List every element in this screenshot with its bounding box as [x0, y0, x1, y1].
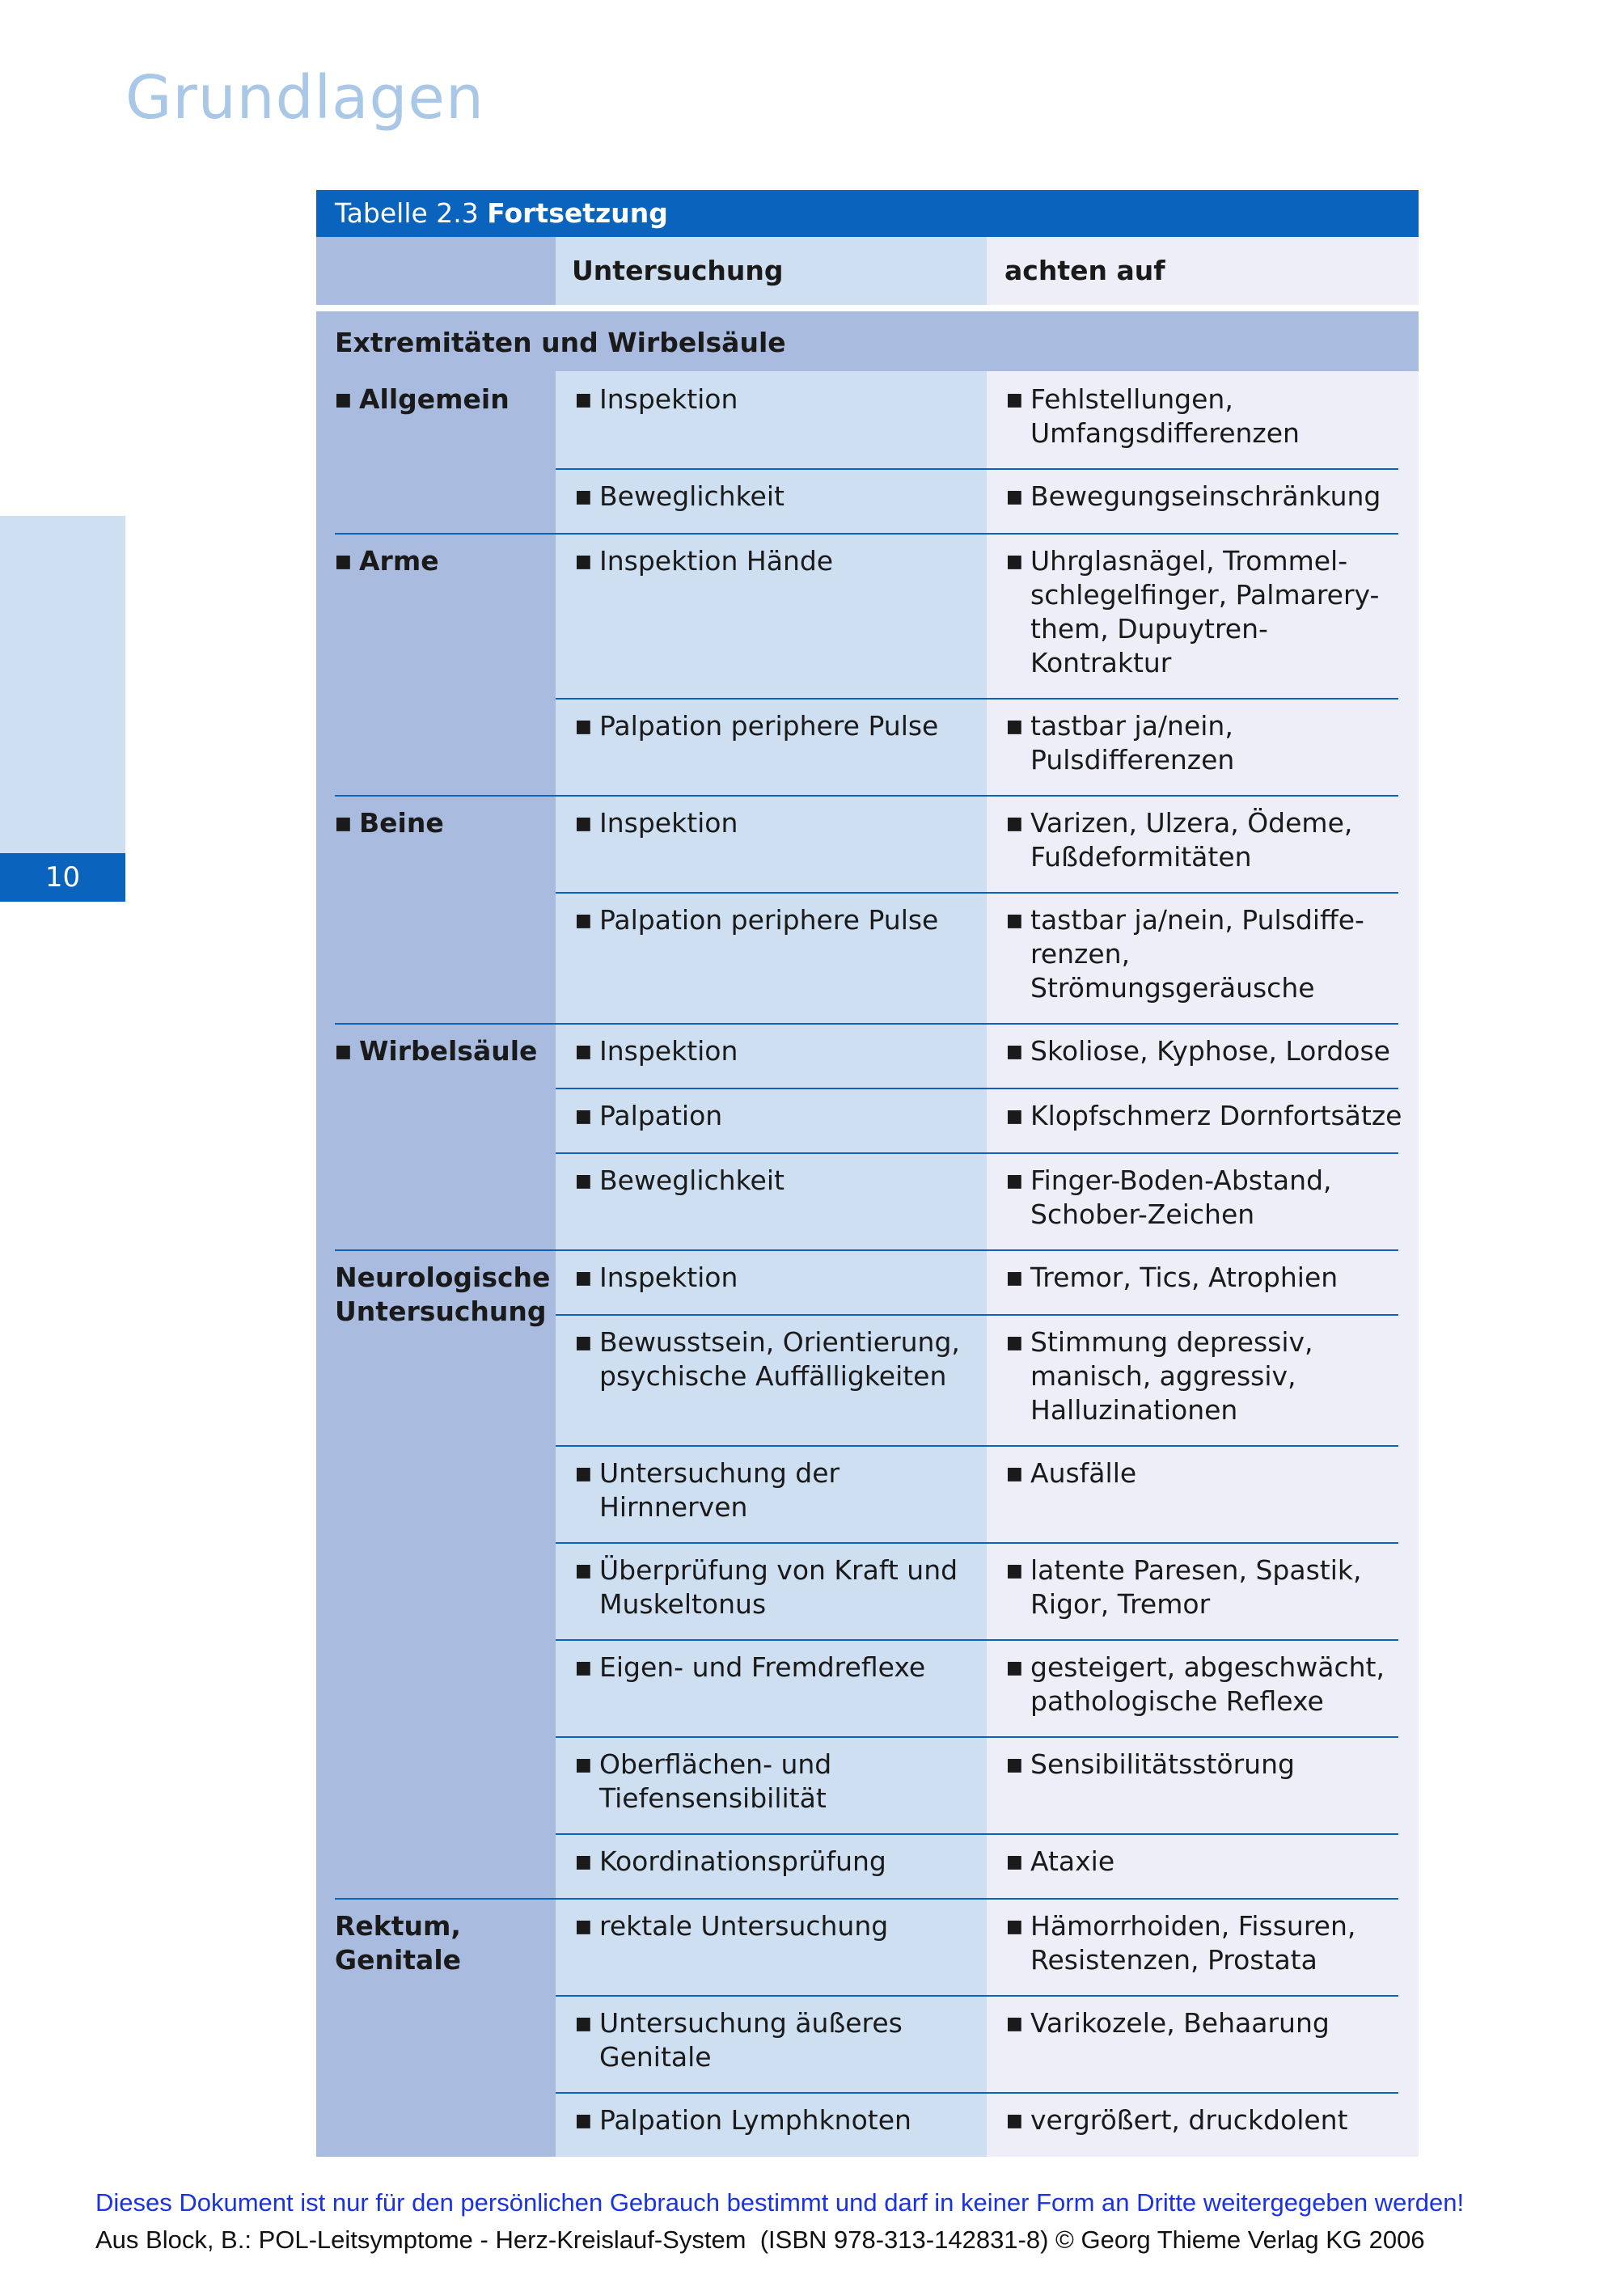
untersuchung-item-text: Koordinationsprüfung — [599, 1845, 886, 1877]
group-rows — [556, 1249, 1419, 1898]
table-row — [556, 1445, 1419, 1542]
untersuchung-item — [575, 1325, 979, 1393]
table-row — [556, 1314, 1419, 1445]
achten-auf-item-text: Fehlstellungen, Umfangsdifferenzen — [1030, 383, 1300, 449]
group-label-bullet — [335, 806, 548, 842]
group-label-text: Rektum, Genitale — [335, 1910, 462, 1976]
bullet-icon: ■ — [1006, 716, 1023, 737]
untersuchung-item-text: Inspektion — [599, 383, 738, 415]
group-label-text: Allgemein — [359, 383, 510, 415]
achten-auf-cell — [987, 1542, 1419, 1639]
untersuchung-item-text: Inspektion — [599, 807, 738, 839]
bullet-icon: ■ — [575, 2111, 592, 2131]
group-label-text: Wirbelsäule — [359, 1035, 538, 1067]
untersuchung-item — [575, 1456, 979, 1524]
untersuchung-cell — [556, 1898, 987, 1995]
achten-auf-item — [1006, 2103, 1402, 2139]
achten-auf-item — [1006, 1456, 1402, 1492]
achten-auf-cell — [987, 2092, 1419, 2157]
achten-auf-item-text: Skoliose, Kyphose, Lordose — [1030, 1035, 1390, 1067]
bullet-icon: ■ — [1006, 911, 1023, 931]
untersuchung-cell — [556, 795, 987, 892]
untersuchung-item — [575, 544, 979, 580]
table-group — [316, 533, 1419, 795]
achten-auf-item-text: tastbar ja/nein, Pulsdifferenzen — [1030, 710, 1235, 776]
untersuchung-item — [575, 2006, 979, 2074]
group-label — [316, 371, 556, 533]
bullet-icon: ■ — [1006, 1042, 1023, 1062]
table-group — [316, 1249, 1419, 1898]
untersuchung-cell — [556, 371, 987, 468]
bullet-icon: ■ — [1006, 2014, 1023, 2034]
achten-auf-item — [1006, 903, 1402, 1005]
header-achten-auf: achten auf — [987, 237, 1419, 305]
achten-auf-cell — [987, 795, 1419, 892]
untersuchung-item — [575, 1261, 979, 1296]
untersuchung-item-text: Palpation Lymphknoten — [599, 2104, 911, 2136]
untersuchung-item — [575, 1164, 979, 1199]
achten-auf-item — [1006, 1553, 1402, 1621]
table-caption-prefix: Tabelle 2.3 — [335, 197, 479, 229]
bullet-icon: ■ — [575, 716, 592, 737]
bullet-icon: ■ — [575, 552, 592, 572]
group-rows — [556, 371, 1419, 533]
bullet-icon: ■ — [1006, 2111, 1023, 2131]
achten-auf-item-text: Klopfschmerz Dornfortsätze — [1030, 1100, 1402, 1131]
achten-auf-item — [1006, 383, 1402, 450]
untersuchung-item — [575, 1909, 979, 1945]
untersuchung-item-text: Inspektion — [599, 1262, 738, 1293]
bullet-icon: ■ — [575, 487, 592, 507]
table-body — [316, 371, 1419, 2157]
group-label-text: Beine — [359, 807, 444, 839]
table-header-row — [316, 237, 1419, 305]
achten-auf-item-text: Stimmung depressiv, manisch, aggressiv, Halluzinationen — [1030, 1326, 1313, 1426]
table-group — [316, 795, 1419, 1023]
untersuchung-cell — [556, 698, 987, 795]
table-row — [556, 698, 1419, 795]
bullet-icon: ■ — [575, 1464, 592, 1484]
achten-auf-item-text: vergrößert, druckdolent — [1030, 2104, 1348, 2136]
achten-auf-item — [1006, 709, 1402, 777]
achten-auf-item — [1006, 806, 1402, 874]
achten-auf-item-text: Ataxie — [1030, 1845, 1115, 1877]
table-group — [316, 1023, 1419, 1249]
achten-auf-item-text: Bewegungseinschränkung — [1030, 480, 1381, 512]
table-row — [556, 1249, 1419, 1314]
group-label-text: Arme — [359, 545, 439, 577]
header-untersuchung: Untersuchung — [556, 237, 987, 305]
achten-auf-item — [1006, 1034, 1402, 1070]
achten-auf-cell — [987, 371, 1419, 468]
achten-auf-item-text: gesteigert, abgeschwächt, pathologische Reflexe — [1030, 1651, 1385, 1717]
group-label — [316, 1249, 556, 1898]
bullet-icon: ■ — [575, 1106, 592, 1126]
achten-auf-item-text: tastbar ja/nein, Pulsdiffe- renzen, Strömungsgeräusche — [1030, 904, 1364, 1004]
bullet-icon: ■ — [1006, 1464, 1023, 1484]
untersuchung-cell — [556, 1542, 987, 1639]
achten-auf-cell — [987, 1445, 1419, 1542]
untersuchung-cell — [556, 1314, 987, 1445]
table-row — [556, 533, 1419, 698]
group-rows — [556, 533, 1419, 795]
header-empty-cell — [316, 237, 556, 305]
bullet-icon: ■ — [335, 390, 352, 410]
table-row — [556, 1542, 1419, 1639]
bullet-icon: ■ — [1006, 1917, 1023, 1937]
side-strip — [0, 516, 125, 853]
achten-auf-cell — [987, 1023, 1419, 1088]
bullet-icon: ■ — [1006, 1852, 1023, 1872]
untersuchung-item-text: Bewusstsein, Orientierung, psychische Auffälligkeiten — [599, 1326, 960, 1392]
table-row — [556, 2092, 1419, 2157]
untersuchung-item-text: Untersuchung der Hirnnerven — [599, 1457, 840, 1523]
untersuchung-item-text: Inspektion Hände — [599, 545, 834, 577]
bullet-icon: ■ — [575, 1658, 592, 1678]
achten-auf-item — [1006, 1909, 1402, 1977]
untersuchung-item — [575, 806, 979, 842]
untersuchung-item-text: rektale Untersuchung — [599, 1910, 889, 1942]
group-label-text: Neurologische Untersuchung — [335, 1262, 551, 1327]
bullet-icon: ■ — [1006, 1755, 1023, 1775]
bullet-icon: ■ — [575, 2014, 592, 2034]
bullet-icon: ■ — [1006, 1333, 1023, 1353]
achten-auf-item — [1006, 1164, 1402, 1232]
achten-auf-item — [1006, 544, 1402, 680]
achten-auf-item-text: Tremor, Tics, Atrophien — [1030, 1262, 1339, 1293]
untersuchung-item — [575, 1748, 979, 1815]
group-label — [316, 795, 556, 1023]
table-row — [556, 1736, 1419, 1833]
bullet-icon: ■ — [575, 1917, 592, 1937]
achten-auf-item-text: Varizen, Ulzera, Ödeme, Fußdeformitäten — [1030, 807, 1353, 873]
untersuchung-item-text: Palpation periphere Pulse — [599, 710, 939, 742]
group-label — [316, 1023, 556, 1249]
achten-auf-item — [1006, 1845, 1402, 1880]
bullet-icon: ■ — [575, 814, 592, 834]
group-label-bullet — [335, 1034, 548, 1070]
achten-auf-cell — [987, 1088, 1419, 1152]
untersuchung-item-text: Inspektion — [599, 1035, 738, 1067]
untersuchung-cell — [556, 533, 987, 698]
group-rows — [556, 1023, 1419, 1249]
group-label — [316, 1898, 556, 2157]
bullet-icon: ■ — [575, 1755, 592, 1775]
untersuchung-item — [575, 709, 979, 745]
achten-auf-item-text: Finger-Boden-Abstand, Schober-Zeichen — [1030, 1165, 1332, 1230]
achten-auf-item-text: latente Paresen, Spastik, Rigor, Tremor — [1030, 1554, 1362, 1620]
untersuchung-cell — [556, 1736, 987, 1833]
table-row — [556, 371, 1419, 468]
achten-auf-cell — [987, 1639, 1419, 1736]
bullet-icon: ■ — [575, 1852, 592, 1872]
untersuchung-cell — [556, 1023, 987, 1088]
achten-auf-cell — [987, 1833, 1419, 1898]
group-rows — [556, 795, 1419, 1023]
footer-notice: Dieses Dokument ist nur für den persönlichen Gebrauch bestimmt und darf in keiner Form an Dritte weitergegeben werden! — [95, 2188, 1465, 2217]
footer-source: Aus Block, B.: POL-Leitsymptome - Herz-Kreislauf-System (ISBN 978-313-142831-8) © Georg Thieme Verlag KG 2006 — [95, 2225, 1425, 2254]
untersuchung-item — [575, 1553, 979, 1621]
bullet-icon: ■ — [1006, 552, 1023, 572]
untersuchung-cell — [556, 1639, 987, 1736]
untersuchung-cell — [556, 1995, 987, 2092]
bullet-icon: ■ — [1006, 1658, 1023, 1678]
table-row — [556, 468, 1419, 533]
bullet-icon: ■ — [1006, 1268, 1023, 1288]
untersuchung-item — [575, 1651, 979, 1686]
untersuchung-cell — [556, 1445, 987, 1542]
table-row — [556, 1833, 1419, 1898]
achten-auf-item — [1006, 1651, 1402, 1718]
bullet-icon: ■ — [1006, 1171, 1023, 1191]
bullet-icon: ■ — [1006, 390, 1023, 410]
table-row — [556, 1898, 1419, 1995]
table-row — [556, 1023, 1419, 1088]
untersuchung-cell — [556, 468, 987, 533]
table-group — [316, 371, 1419, 533]
bullet-icon: ■ — [575, 1333, 592, 1353]
achten-auf-cell — [987, 698, 1419, 795]
untersuchung-cell — [556, 1088, 987, 1152]
achten-auf-item-text: Ausfälle — [1030, 1457, 1137, 1489]
untersuchung-cell — [556, 1152, 987, 1249]
untersuchung-item-text: Palpation periphere Pulse — [599, 904, 939, 936]
group-label — [316, 533, 556, 795]
group-label-bullet — [335, 383, 548, 418]
bullet-icon: ■ — [575, 1561, 592, 1581]
achten-auf-cell — [987, 1249, 1419, 1314]
untersuchung-item-text: Oberflächen- und Tiefensensibilität — [599, 1748, 832, 1814]
table-row — [556, 1995, 1419, 2092]
bullet-icon: ■ — [1006, 814, 1023, 834]
table-group — [316, 1898, 1419, 2157]
untersuchung-item — [575, 1034, 979, 1070]
bullet-icon: ■ — [575, 390, 592, 410]
achten-auf-cell — [987, 1995, 1419, 2092]
table-row — [556, 1152, 1419, 1249]
bullet-icon: ■ — [1006, 1561, 1023, 1581]
achten-auf-item-text: Uhrglasnägel, Trommel- schlegelfinger, Palmarery- them, Dupuytren-Kontraktur — [1030, 545, 1380, 678]
untersuchung-cell — [556, 1249, 987, 1314]
untersuchung-item — [575, 2103, 979, 2139]
group-heading: Extremitäten und Wirbelsäule — [316, 311, 1419, 371]
achten-auf-item-text: Sensibilitätsstörung — [1030, 1748, 1295, 1780]
untersuchung-item-text: Überprüfung von Kraft und Muskeltonus — [599, 1554, 958, 1620]
achten-auf-item — [1006, 480, 1402, 515]
untersuchung-cell — [556, 1833, 987, 1898]
untersuchung-item — [575, 1845, 979, 1880]
untersuchung-item — [575, 1099, 979, 1135]
achten-auf-cell — [987, 533, 1419, 698]
achten-auf-item-text: Hämorrhoiden, Fissuren, Resistenzen, Prostata — [1030, 1910, 1356, 1976]
bullet-icon: ■ — [335, 1042, 352, 1062]
table-row — [556, 1088, 1419, 1152]
achten-auf-item-text: Varikozele, Behaarung — [1030, 2007, 1330, 2039]
untersuchung-item-text: Palpation — [599, 1100, 723, 1131]
achten-auf-cell — [987, 892, 1419, 1023]
bullet-icon: ■ — [1006, 487, 1023, 507]
bullet-icon: ■ — [335, 552, 352, 572]
bullet-icon: ■ — [575, 1268, 592, 1288]
group-label-bullet — [335, 544, 548, 580]
section-title: Grundlagen — [125, 63, 484, 133]
table-row — [556, 892, 1419, 1023]
achten-auf-item — [1006, 2006, 1402, 2042]
untersuchung-item-text: Eigen- und Fremdreflexe — [599, 1651, 926, 1683]
table — [316, 190, 1419, 2157]
bullet-icon: ■ — [575, 911, 592, 931]
untersuchung-item — [575, 903, 979, 939]
bullet-icon: ■ — [1006, 1106, 1023, 1126]
bullet-icon: ■ — [575, 1042, 592, 1062]
achten-auf-cell — [987, 1152, 1419, 1249]
untersuchung-item-text: Beweglichkeit — [599, 480, 785, 512]
achten-auf-cell — [987, 1314, 1419, 1445]
achten-auf-item — [1006, 1325, 1402, 1427]
untersuchung-item-text: Untersuchung äußeres Genitale — [599, 2007, 903, 2073]
achten-auf-cell — [987, 1898, 1419, 1995]
bullet-icon: ■ — [575, 1171, 592, 1191]
bullet-icon: ■ — [335, 814, 352, 834]
untersuchung-item — [575, 480, 979, 515]
achten-auf-item — [1006, 1748, 1402, 1783]
page-number: 10 — [0, 853, 125, 902]
group-rows — [556, 1898, 1419, 2157]
achten-auf-cell — [987, 1736, 1419, 1833]
table-caption-suffix: Fortsetzung — [487, 197, 668, 229]
untersuchung-item — [575, 383, 979, 418]
achten-auf-cell — [987, 468, 1419, 533]
untersuchung-item-text: Beweglichkeit — [599, 1165, 785, 1196]
table-row — [556, 1639, 1419, 1736]
achten-auf-item — [1006, 1099, 1402, 1135]
table-row — [556, 795, 1419, 892]
untersuchung-cell — [556, 2092, 987, 2157]
untersuchung-cell — [556, 892, 987, 1023]
table-caption — [316, 190, 1419, 237]
achten-auf-item — [1006, 1261, 1402, 1296]
header-gap — [316, 305, 1419, 311]
